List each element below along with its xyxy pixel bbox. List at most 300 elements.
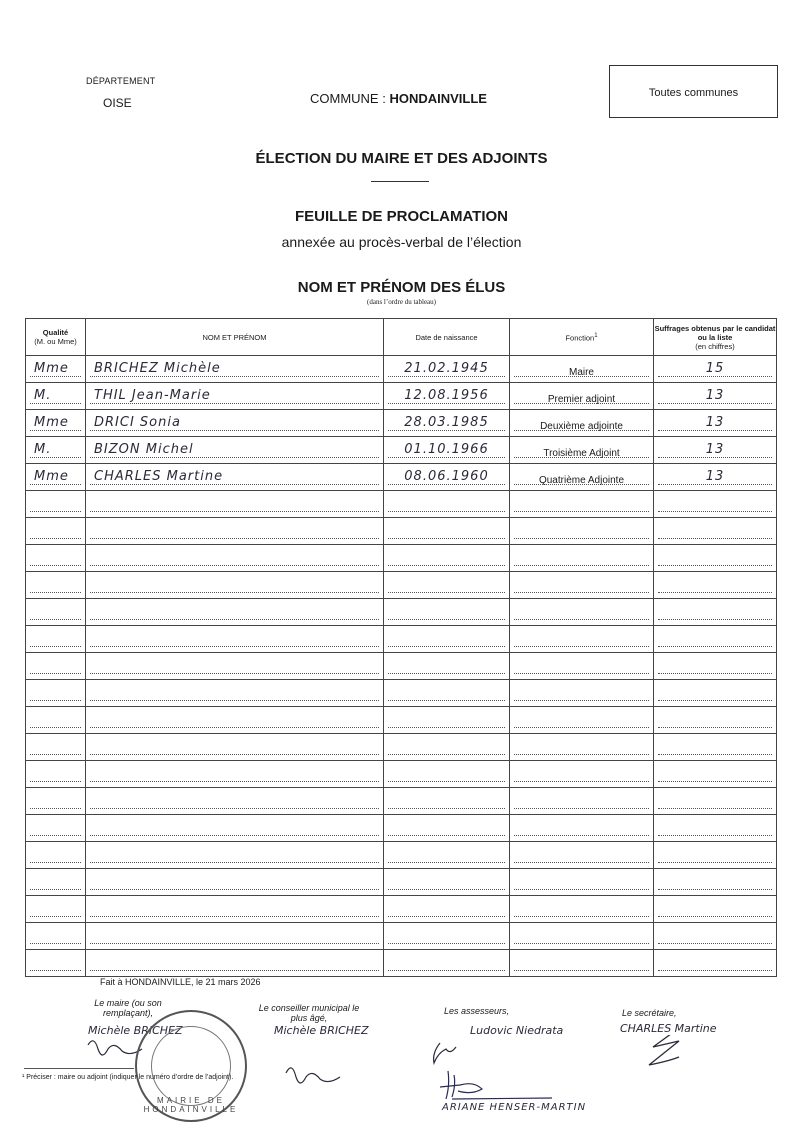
dotted-line [90, 673, 379, 674]
title-divider [371, 181, 429, 182]
annex-subtitle: annexée au procès-verbal de l’élection [281, 234, 522, 250]
cell-quality-value: M. [34, 442, 52, 457]
empty-row [26, 842, 777, 869]
empty-row [26, 518, 777, 545]
dotted-line [30, 565, 81, 566]
dotted-line [388, 808, 505, 809]
cell-votes [654, 464, 777, 491]
empty-row [26, 653, 777, 680]
cell-votes [654, 437, 777, 464]
cell-votes [654, 356, 777, 383]
dotted-line [388, 700, 505, 701]
empty-cell [654, 761, 777, 788]
table-row [26, 410, 777, 437]
dotted-line [30, 862, 81, 863]
dotted-line [90, 781, 379, 782]
assessor-scribble-2 [440, 1071, 552, 1099]
empty-cell [654, 545, 777, 572]
dotted-line [90, 403, 379, 404]
dotted-line [30, 943, 81, 944]
mairie-stamp [135, 1010, 247, 1122]
empty-cell [86, 761, 384, 788]
table-row [26, 437, 777, 464]
cell-name-value: DRICI Sonia [94, 415, 181, 430]
empty-cell [654, 815, 777, 842]
empty-cell [86, 734, 384, 761]
toutes-communes-box: Toutes communes [609, 65, 778, 118]
dotted-line [514, 673, 649, 674]
order-note: (dans l’ordre du tableau) [367, 298, 436, 306]
empty-cell [86, 680, 384, 707]
cell-name [86, 383, 384, 410]
empty-cell [384, 653, 510, 680]
dotted-line [514, 754, 649, 755]
empty-row [26, 491, 777, 518]
empty-cell [384, 626, 510, 653]
dotted-line [90, 970, 379, 971]
empty-cell [654, 491, 777, 518]
dotted-line [90, 808, 379, 809]
dotted-line [388, 727, 505, 728]
dotted-line [514, 565, 649, 566]
dotted-line [90, 889, 379, 890]
cell-quality [26, 410, 86, 437]
cell-birth-value: 01.10.1966 [404, 442, 489, 457]
empty-cell [510, 545, 654, 572]
empty-cell [86, 572, 384, 599]
cell-birth-value: 28.03.1985 [404, 415, 489, 430]
empty-row [26, 734, 777, 761]
dotted-line [388, 646, 505, 647]
empty-cell [654, 923, 777, 950]
empty-cell [654, 788, 777, 815]
dotted-line [658, 592, 772, 593]
empty-cell [510, 896, 654, 923]
councillor-signature: Michèle BRICHEZ [274, 1024, 369, 1037]
empty-cell [384, 491, 510, 518]
dotted-line [658, 808, 772, 809]
empty-cell [384, 923, 510, 950]
empty-cell [384, 545, 510, 572]
empty-cell [26, 788, 86, 815]
secretary-signature: CHARLES Martine [620, 1022, 717, 1035]
commune-line [310, 91, 487, 106]
cell-quality [26, 464, 86, 491]
mayor-signature: Michèle BRICHEZ [88, 1024, 183, 1037]
empty-cell [26, 707, 86, 734]
empty-cell [26, 923, 86, 950]
dotted-line [514, 646, 649, 647]
cell-function-value: Deuxième adjointe [540, 421, 623, 432]
dotted-line [388, 862, 505, 863]
table-row [26, 383, 777, 410]
cell-votes-value: 13 [705, 388, 725, 403]
dotted-line [388, 673, 505, 674]
empty-cell [654, 896, 777, 923]
empty-cell [26, 491, 86, 518]
empty-cell [510, 680, 654, 707]
dotted-line [658, 403, 772, 404]
dotted-line [388, 592, 505, 593]
dotted-line [90, 943, 379, 944]
cell-function [510, 464, 654, 491]
empty-cell [384, 572, 510, 599]
cell-votes-value: 15 [705, 361, 725, 376]
dotted-line [30, 592, 81, 593]
empty-cell [654, 572, 777, 599]
empty-cell [86, 788, 384, 815]
councillor-label: Le conseiller municipal le plus âgé, [258, 1003, 360, 1023]
empty-cell [654, 518, 777, 545]
dotted-line [30, 673, 81, 674]
dotted-line [658, 376, 772, 377]
header-function: Fonction$^1$ [510, 319, 654, 356]
empty-cell [384, 707, 510, 734]
empty-cell [86, 626, 384, 653]
dotted-line [658, 943, 772, 944]
empty-cell [26, 572, 86, 599]
cell-birth [384, 410, 510, 437]
empty-cell [384, 950, 510, 977]
dotted-line [90, 646, 379, 647]
dotted-line [514, 700, 649, 701]
dotted-line [90, 484, 379, 485]
assessor-scribble [434, 1043, 456, 1063]
department-label: DÉPARTEMENT [86, 76, 156, 86]
cell-function [510, 410, 654, 437]
cell-birth-value: 21.02.1945 [404, 361, 489, 376]
empty-cell [26, 950, 86, 977]
dotted-line [90, 835, 379, 836]
cell-name [86, 356, 384, 383]
cell-function [510, 356, 654, 383]
dotted-line [514, 835, 649, 836]
empty-cell [86, 896, 384, 923]
empty-cell [510, 842, 654, 869]
empty-cell [654, 707, 777, 734]
empty-cell [384, 869, 510, 896]
dotted-line [30, 511, 81, 512]
empty-cell [510, 599, 654, 626]
cell-quality-value: Mme [34, 361, 69, 376]
empty-cell [26, 815, 86, 842]
dotted-line [30, 970, 81, 971]
dotted-line [514, 916, 649, 917]
empty-cell [654, 950, 777, 977]
dotted-line [90, 565, 379, 566]
cell-birth-value: 08.06.1960 [404, 469, 489, 484]
empty-cell [86, 491, 384, 518]
dotted-line [90, 862, 379, 863]
empty-row [26, 869, 777, 896]
dotted-line [658, 835, 772, 836]
assessor-signature-2: ARIANE HENSER-MARTIN [442, 1102, 587, 1113]
dotted-line [30, 781, 81, 782]
cell-votes-value: 13 [705, 442, 725, 457]
empty-cell [654, 680, 777, 707]
header-votes: Suffrages obtenus par le candidat ou la liste (en chiffres) [654, 319, 777, 356]
dotted-line [658, 484, 772, 485]
empty-cell [86, 599, 384, 626]
empty-cell [86, 707, 384, 734]
dotted-line [514, 538, 649, 539]
empty-cell [86, 653, 384, 680]
dotted-line [658, 565, 772, 566]
empty-row [26, 599, 777, 626]
dotted-line [30, 700, 81, 701]
empty-cell [26, 518, 86, 545]
empty-cell [654, 599, 777, 626]
empty-cell [510, 869, 654, 896]
dotted-line [514, 943, 649, 944]
empty-cell [384, 599, 510, 626]
empty-cell [510, 707, 654, 734]
dotted-line [514, 727, 649, 728]
empty-cell [510, 788, 654, 815]
dotted-line [514, 592, 649, 593]
cell-name [86, 437, 384, 464]
cell-name-value: THIL Jean-Marie [94, 388, 211, 403]
cell-quality [26, 356, 86, 383]
empty-cell [86, 869, 384, 896]
secretary-scribble [649, 1035, 679, 1065]
empty-cell [26, 545, 86, 572]
empty-row [26, 896, 777, 923]
header-name: NOM ET PRÉNOM [86, 319, 384, 356]
dotted-line [388, 457, 505, 458]
dotted-line [30, 403, 81, 404]
empty-row [26, 707, 777, 734]
dotted-line [514, 889, 649, 890]
dotted-line [658, 754, 772, 755]
dotted-line [30, 646, 81, 647]
empty-cell [86, 518, 384, 545]
dotted-line [90, 619, 379, 620]
dotted-line [90, 430, 379, 431]
cell-votes-value: 13 [705, 415, 725, 430]
dotted-line [388, 484, 505, 485]
empty-cell [26, 734, 86, 761]
empty-cell [510, 626, 654, 653]
empty-cell [654, 626, 777, 653]
dotted-line [658, 646, 772, 647]
dotted-line [30, 835, 81, 836]
cell-function-value: Quatrième Adjointe [538, 475, 625, 486]
dotted-line [90, 457, 379, 458]
dotted-line [514, 511, 649, 512]
dotted-line [388, 619, 505, 620]
empty-cell [654, 653, 777, 680]
empty-cell [26, 842, 86, 869]
dotted-line [30, 538, 81, 539]
dotted-line [388, 538, 505, 539]
dotted-line [388, 403, 505, 404]
empty-cell [510, 518, 654, 545]
cell-birth [384, 464, 510, 491]
header-quality: Qualité (M. ou Mme) [26, 319, 86, 356]
dotted-line [658, 511, 772, 512]
empty-row [26, 626, 777, 653]
dotted-line [30, 889, 81, 890]
dotted-line [514, 862, 649, 863]
dotted-line [90, 538, 379, 539]
empty-cell [384, 815, 510, 842]
dotted-line [30, 376, 81, 377]
commune-label: COMMUNE : [310, 91, 386, 106]
dotted-line [658, 889, 772, 890]
empty-cell [384, 896, 510, 923]
empty-cell [654, 734, 777, 761]
dotted-line [90, 592, 379, 593]
empty-cell [384, 788, 510, 815]
empty-row [26, 950, 777, 977]
dotted-line [90, 727, 379, 728]
empty-cell [510, 815, 654, 842]
dotted-line [30, 457, 81, 458]
stamp-inner-ring [151, 1026, 231, 1106]
cell-function [510, 383, 654, 410]
dotted-line [658, 673, 772, 674]
cell-name [86, 464, 384, 491]
cell-birth [384, 383, 510, 410]
empty-cell [26, 896, 86, 923]
dotted-line [658, 430, 772, 431]
dotted-line [658, 970, 772, 971]
empty-cell [510, 950, 654, 977]
cell-quality-value: Mme [34, 415, 69, 430]
dotted-line [658, 781, 772, 782]
elected-table [25, 318, 777, 977]
cell-votes [654, 410, 777, 437]
commune-value: HONDAINVILLE [389, 91, 487, 106]
dotted-line [514, 781, 649, 782]
department-value: OISE [103, 96, 132, 110]
empty-row [26, 923, 777, 950]
dotted-line [388, 889, 505, 890]
dotted-line [30, 808, 81, 809]
footnote: ¹ Préciser : maire ou adjoint (indiquer le numéro d’ordre de l’adjoint). [22, 1074, 234, 1081]
empty-cell [510, 923, 654, 950]
cell-function-value: Maire [568, 367, 594, 378]
empty-row [26, 545, 777, 572]
dotted-line [30, 916, 81, 917]
cell-function [510, 437, 654, 464]
place-date: Fait à HONDAINVILLE, le 21 mars 2026 [100, 977, 261, 987]
empty-cell [26, 869, 86, 896]
cell-quality [26, 383, 86, 410]
empty-cell [86, 842, 384, 869]
empty-row [26, 680, 777, 707]
cell-function-value: Troisième Adjoint [543, 448, 620, 459]
empty-cell [510, 653, 654, 680]
empty-cell [384, 734, 510, 761]
cell-function-value: Premier adjoint [547, 394, 616, 405]
dotted-line [658, 727, 772, 728]
empty-cell [26, 680, 86, 707]
sheet-title: FEUILLE DE PROCLAMATION [294, 208, 509, 225]
cell-name-value: BRICHEZ Michèle [94, 361, 221, 376]
empty-cell [654, 869, 777, 896]
cell-votes-value: 13 [705, 469, 725, 484]
dotted-line [90, 511, 379, 512]
dotted-line [388, 565, 505, 566]
dotted-line [514, 808, 649, 809]
assessors-label: Les assesseurs, [444, 1006, 510, 1016]
dotted-line [30, 727, 81, 728]
mayor-label: Le maire (ou son remplaçant), [94, 998, 162, 1018]
dotted-line [658, 538, 772, 539]
empty-cell [384, 842, 510, 869]
cell-quality-value: M. [34, 388, 52, 403]
cell-birth [384, 356, 510, 383]
secretary-label: Le secrétaire, [622, 1008, 677, 1018]
empty-cell [384, 761, 510, 788]
cell-votes [654, 383, 777, 410]
empty-cell [654, 842, 777, 869]
header-birth: Date de naissance [384, 319, 510, 356]
empty-cell [510, 491, 654, 518]
dotted-line [388, 835, 505, 836]
dotted-line [658, 619, 772, 620]
mayor-scribble [88, 1041, 142, 1055]
cell-name-value: CHARLES Martine [94, 469, 224, 484]
dotted-line [388, 970, 505, 971]
dotted-line [90, 754, 379, 755]
cell-name-value: BIZON Michel [94, 442, 194, 457]
dotted-line [388, 781, 505, 782]
table-row [26, 356, 777, 383]
dotted-line [658, 916, 772, 917]
dotted-line [30, 619, 81, 620]
empty-cell [510, 761, 654, 788]
empty-cell [26, 599, 86, 626]
footnote-separator [24, 1068, 134, 1069]
elected-heading: NOM ET PRÉNOM DES ÉLUS [297, 279, 506, 296]
stamp-text: MAIRIE DE HONDAINVILLE [143, 1096, 239, 1114]
dotted-line [30, 484, 81, 485]
table-header-row [26, 319, 777, 356]
table-row [26, 464, 777, 491]
dotted-line [658, 457, 772, 458]
dotted-line [514, 619, 649, 620]
empty-cell [26, 626, 86, 653]
dotted-line [388, 511, 505, 512]
document-title: ÉLECTION DU MAIRE ET DES ADJOINTS [255, 150, 548, 167]
dotted-line [90, 700, 379, 701]
dotted-line [658, 862, 772, 863]
dotted-line [90, 376, 379, 377]
empty-cell [510, 734, 654, 761]
dotted-line [388, 943, 505, 944]
dotted-line [30, 430, 81, 431]
dotted-line [658, 700, 772, 701]
empty-cell [86, 950, 384, 977]
empty-cell [26, 653, 86, 680]
empty-cell [384, 518, 510, 545]
cell-name [86, 410, 384, 437]
dotted-line [388, 916, 505, 917]
cell-quality-value: Mme [34, 469, 69, 484]
empty-cell [384, 680, 510, 707]
empty-row [26, 815, 777, 842]
councillor-scribble [286, 1068, 340, 1083]
dotted-line [388, 376, 505, 377]
empty-row [26, 761, 777, 788]
empty-row [26, 572, 777, 599]
empty-cell [86, 923, 384, 950]
cell-birth-value: 12.08.1956 [404, 388, 489, 403]
dotted-line [30, 754, 81, 755]
